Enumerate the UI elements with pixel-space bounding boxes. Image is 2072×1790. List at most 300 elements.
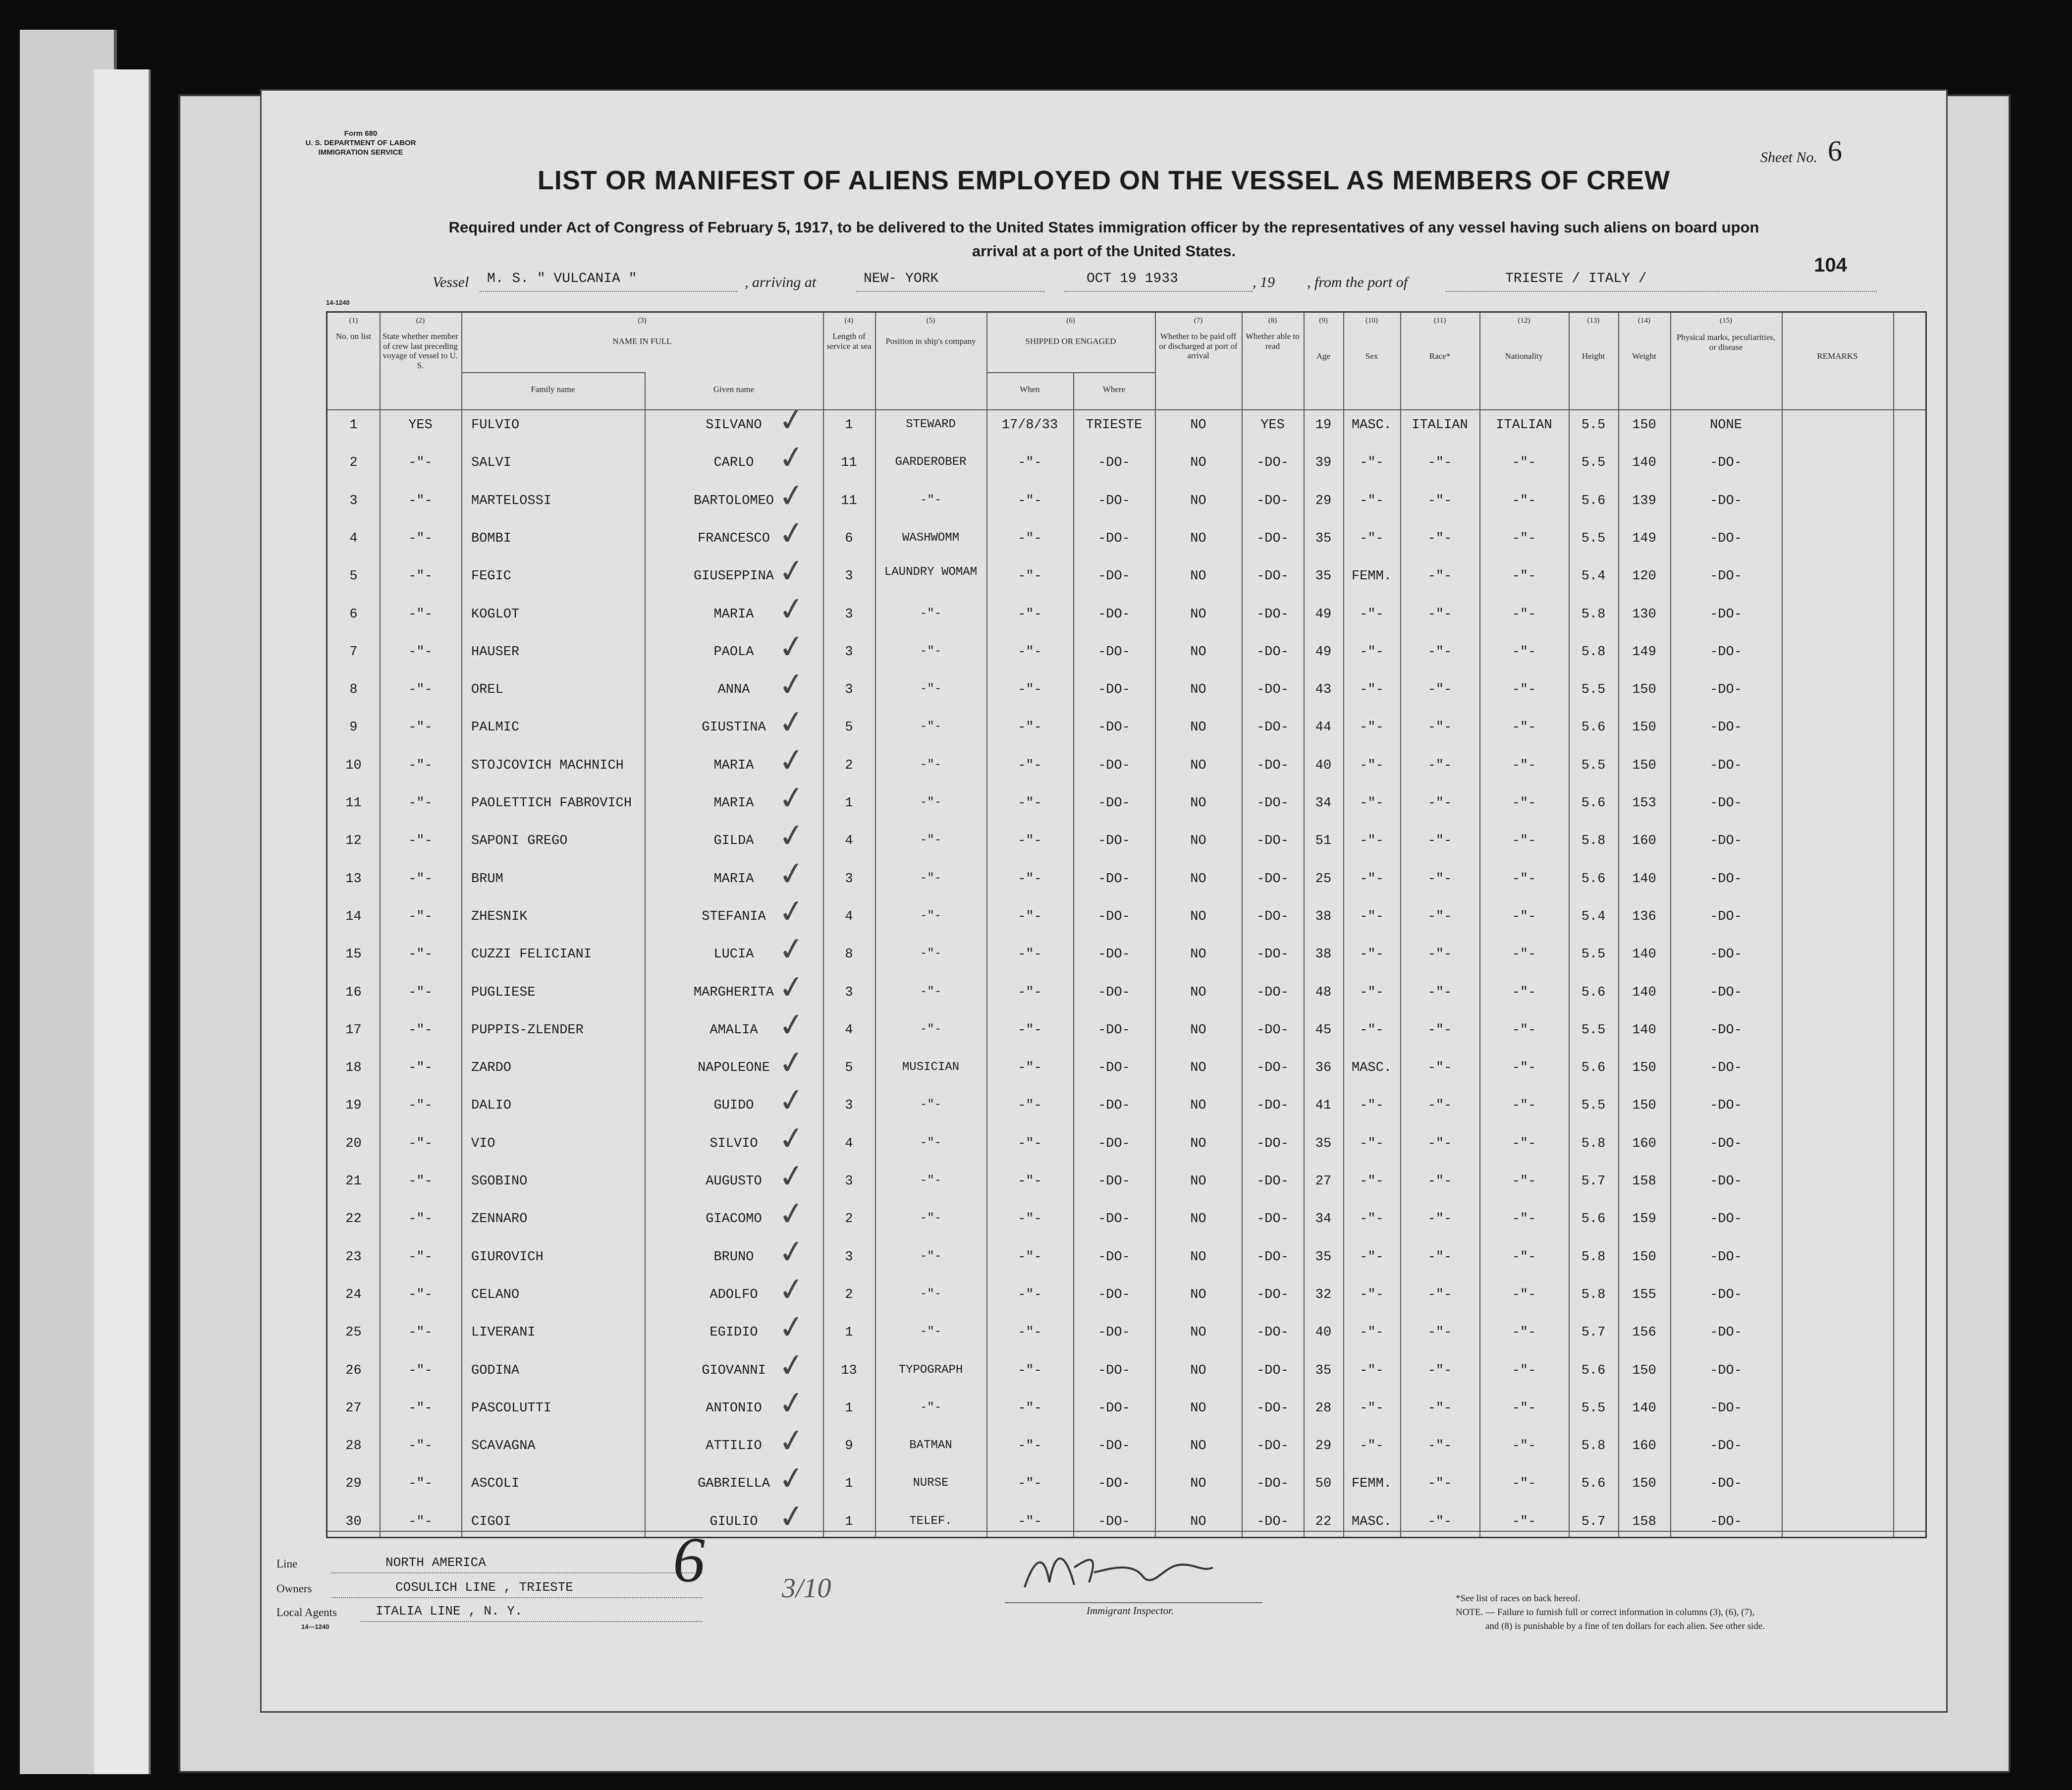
cell-race: -"- [1427, 569, 1452, 584]
cell-age: 38 [1315, 909, 1332, 924]
form-code-bottom: 14—1240 [301, 1623, 329, 1630]
cell-race: -"- [1427, 834, 1452, 849]
cell-paid: NO [1190, 985, 1206, 1000]
header-height: Height [1581, 351, 1605, 361]
cell-nat: -"- [1512, 1476, 1536, 1492]
cell-position: BATMAN [909, 1439, 952, 1453]
cell-marks: -DO- [1710, 1174, 1742, 1189]
cell-where: -DO- [1098, 1325, 1130, 1341]
owners-value: COSULICH LINE , TRIESTE [395, 1580, 573, 1595]
cell-given: MARIA [713, 796, 754, 811]
local-agents-label: Local Agents [276, 1606, 337, 1619]
cell-position: -"- [920, 644, 942, 658]
cell-sex: -"- [1360, 1400, 1384, 1416]
cell-given: FRANCESCO [698, 531, 770, 546]
cell-given: PAOLA [713, 644, 754, 660]
cell-when: -"- [1018, 1249, 1042, 1265]
cell-nat: -"- [1512, 1325, 1536, 1341]
cell-prev: -"- [408, 493, 433, 508]
vessel-name: M. S. " VULCANIA " [487, 271, 637, 286]
dotted-rule [856, 291, 1044, 292]
cell-sex: -"- [1360, 1136, 1384, 1151]
cell-family: GIUROVICH [471, 1249, 544, 1265]
col-num: (10) [1365, 317, 1378, 325]
cell-nat: -"- [1512, 455, 1536, 471]
cell-read: -DO- [1256, 1212, 1289, 1227]
cell-age: 27 [1315, 1174, 1332, 1189]
cell-family: ZENNARO [471, 1212, 528, 1227]
cell-age: 25 [1315, 871, 1332, 887]
cell-no: 3 [349, 493, 358, 508]
cell-where: -DO- [1098, 1439, 1130, 1454]
cell-given: LUCIA [713, 947, 754, 962]
handwritten-total: 3/10 [782, 1573, 831, 1604]
owners-label: Owners [276, 1582, 312, 1595]
cell-paid: NO [1190, 796, 1206, 811]
cell-no: 4 [349, 531, 358, 546]
cell-where: -DO- [1098, 985, 1130, 1000]
cell-given: BRUNO [713, 1249, 754, 1265]
cell-race: -"- [1427, 1439, 1452, 1454]
cell-marks: -DO- [1710, 644, 1742, 660]
cell-when: -"- [1018, 1287, 1042, 1302]
cell-sex: -"- [1360, 947, 1384, 962]
cell-paid: NO [1190, 1174, 1206, 1189]
cell-sex: -"- [1360, 1212, 1384, 1227]
cell-sex: -"- [1360, 834, 1384, 849]
cell-sex: -"- [1360, 796, 1384, 811]
cell-when: -"- [1018, 682, 1042, 698]
cell-when: 17/8/33 [1001, 418, 1058, 433]
cell-race: -"- [1427, 1022, 1452, 1038]
cell-race: -"- [1427, 871, 1452, 887]
cell-age: 34 [1315, 796, 1332, 811]
cell-age: 45 [1315, 1022, 1332, 1038]
cell-read: -DO- [1256, 1061, 1289, 1076]
cell-family: LIVERANI [471, 1325, 536, 1341]
cell-read: -DO- [1256, 607, 1289, 622]
cell-prev: -"- [408, 1174, 433, 1189]
cell-nat: -"- [1512, 644, 1536, 660]
cell-height: 5.6 [1581, 1061, 1606, 1076]
cell-height: 5.8 [1581, 1136, 1606, 1151]
cell-when: -"- [1018, 1363, 1042, 1378]
cell-where: -DO- [1098, 531, 1130, 546]
check-mark-icon: ✓ [776, 1383, 808, 1424]
cell-no: 11 [345, 796, 362, 811]
cell-nat: -"- [1512, 1061, 1536, 1076]
check-mark-icon: ✓ [776, 703, 808, 743]
check-mark-icon: ✓ [776, 892, 808, 932]
cell-paid: NO [1190, 720, 1206, 735]
cell-sex: -"- [1360, 1439, 1384, 1454]
cell-service: 2 [845, 758, 853, 773]
cell-where: -DO- [1098, 947, 1130, 962]
cell-where: -DO- [1098, 607, 1130, 622]
cell-when: -"- [1018, 1061, 1042, 1076]
cell-age: 29 [1315, 493, 1332, 508]
cell-prev: -"- [408, 644, 433, 660]
vessel-label: Vessel [433, 274, 469, 290]
cell-height: 5.6 [1581, 796, 1606, 811]
cell-family: CELANO [471, 1287, 520, 1302]
cell-paid: NO [1190, 1439, 1206, 1454]
cell-given: GUIDO [713, 1098, 754, 1114]
cell-read: -DO- [1256, 644, 1289, 660]
year-label: , 19 [1253, 274, 1275, 290]
cell-family: ZHESNIK [471, 909, 528, 924]
cell-race: -"- [1427, 1325, 1452, 1341]
cell-marks: -DO- [1710, 493, 1742, 508]
cell-no: 13 [345, 871, 362, 887]
cell-age: 50 [1315, 1476, 1332, 1492]
cell-race: -"- [1427, 682, 1452, 698]
cell-no: 20 [345, 1136, 362, 1151]
cell-paid: NO [1190, 607, 1206, 622]
header-given-name: Given name [713, 385, 755, 394]
cell-nat: -"- [1512, 1174, 1536, 1189]
cell-where: -DO- [1098, 1249, 1130, 1265]
cell-no: 14 [345, 909, 362, 924]
cell-height: 5.5 [1581, 1022, 1606, 1038]
cell-service: 2 [845, 1212, 853, 1227]
cell-paid: NO [1190, 834, 1206, 849]
cell-weight: 130 [1632, 607, 1656, 622]
cell-given: AMALIA [709, 1022, 758, 1038]
cell-service: 3 [845, 682, 853, 698]
cell-marks: -DO- [1710, 569, 1742, 584]
cell-height: 5.5 [1581, 758, 1606, 773]
cell-paid: NO [1190, 1476, 1206, 1492]
cell-where: -DO- [1098, 834, 1130, 849]
cell-family: OREL [471, 682, 503, 698]
cell-prev: -"- [408, 1287, 433, 1302]
cell-weight: 120 [1632, 569, 1656, 584]
manifest-sheet [260, 89, 1948, 1713]
cell-when: -"- [1018, 871, 1042, 887]
cell-paid: NO [1190, 1325, 1206, 1341]
cell-nat: -"- [1512, 720, 1536, 735]
cell-given: AUGUSTO [706, 1174, 762, 1189]
cell-no: 5 [349, 569, 358, 584]
cell-family: VIO [471, 1136, 495, 1151]
cell-prev: -"- [408, 569, 433, 584]
cell-given: CARLO [713, 455, 754, 471]
cell-position: -"- [920, 1174, 942, 1187]
cell-marks: -DO- [1710, 909, 1742, 924]
cell-paid: NO [1190, 682, 1206, 698]
cell-nat: -"- [1512, 607, 1536, 622]
cell-given: GIULIO [709, 1514, 758, 1529]
cell-nat: -"- [1512, 1439, 1536, 1454]
header-age: Age [1316, 351, 1331, 361]
cell-weight: 140 [1632, 985, 1656, 1000]
cell-family: SCAVAGNA [471, 1439, 536, 1454]
cell-sex: -"- [1360, 1022, 1384, 1038]
cell-age: 39 [1315, 455, 1332, 471]
col-num: (14) [1638, 317, 1650, 325]
cell-family: FULVIO [471, 418, 520, 433]
cell-nat: -"- [1512, 834, 1536, 849]
cell-where: -DO- [1098, 758, 1130, 773]
cell-position: GARDEROBER [895, 455, 967, 469]
cell-given: ADOLFO [709, 1287, 758, 1302]
cell-paid: NO [1190, 644, 1206, 660]
cell-weight: 140 [1632, 947, 1656, 962]
cell-race: -"- [1427, 947, 1452, 962]
cell-when: -"- [1018, 455, 1042, 471]
check-mark-icon: ✓ [776, 476, 808, 516]
document-subtitle [321, 216, 1887, 263]
col-num: (9) [1319, 317, 1328, 325]
cell-age: 19 [1315, 418, 1332, 433]
sheet-number-value: 6 [1828, 135, 1842, 167]
col-num: (7) [1194, 317, 1203, 325]
cell-prev: -"- [408, 455, 433, 471]
check-mark-icon: ✓ [776, 1270, 808, 1310]
fine-note-line-1: NOTE. — Failure to furnish full or correct information in columns (3), (6), (7), [1456, 1607, 1755, 1618]
cell-prev: -"- [408, 1212, 433, 1227]
cell-nat: -"- [1512, 1212, 1536, 1227]
cell-read: -DO- [1256, 947, 1289, 962]
cell-prev: -"- [408, 607, 433, 622]
cell-service: 3 [845, 569, 853, 584]
cell-position: -"- [920, 607, 942, 620]
cell-race: -"- [1427, 909, 1452, 924]
header-length-of-service: Length of service at sea [826, 332, 872, 351]
cell-age: 44 [1315, 720, 1332, 735]
cell-family: HAUSER [471, 644, 520, 660]
cell-given: MARIA [713, 758, 754, 773]
cell-service: 11 [841, 493, 857, 508]
cell-height: 5.7 [1581, 1174, 1606, 1189]
cell-marks: -DO- [1710, 947, 1742, 962]
header-paid-off: Whether to be paid off or discharged at port of arrival [1159, 332, 1238, 361]
cell-sex: -"- [1360, 1363, 1384, 1378]
cell-age: 43 [1315, 682, 1332, 698]
cell-service: 1 [845, 1476, 853, 1492]
cell-sex: MASC. [1351, 1061, 1392, 1076]
cell-age: 28 [1315, 1400, 1332, 1416]
cell-read: -DO- [1256, 1174, 1289, 1189]
dotted-rule [1446, 291, 1877, 292]
header-able-to-read: Whether able to read [1246, 332, 1300, 351]
cell-read: -DO- [1256, 1136, 1289, 1151]
cell-height: 5.6 [1581, 1476, 1606, 1492]
cell-race: -"- [1427, 607, 1452, 622]
cell-weight: 150 [1632, 1098, 1656, 1114]
cell-age: 35 [1315, 1249, 1332, 1265]
cell-weight: 150 [1632, 1249, 1656, 1265]
cell-age: 48 [1315, 985, 1332, 1000]
cell-nat: -"- [1512, 758, 1536, 773]
cell-where: -DO- [1098, 720, 1130, 735]
cell-paid: NO [1190, 1136, 1206, 1151]
cell-no: 9 [349, 720, 358, 735]
check-mark-icon: ✓ [776, 513, 808, 554]
cell-no: 24 [345, 1287, 362, 1302]
cell-service: 13 [841, 1363, 857, 1378]
cell-given: GIUSEPPINA [693, 569, 774, 584]
cell-nat: -"- [1512, 985, 1536, 1000]
cell-weight: 149 [1632, 644, 1656, 660]
cell-where: -DO- [1098, 1363, 1130, 1378]
cell-weight: 140 [1632, 1400, 1656, 1416]
cell-paid: NO [1190, 1061, 1206, 1076]
cell-paid: NO [1190, 455, 1206, 471]
cell-height: 5.7 [1581, 1514, 1606, 1529]
header-physical-marks: Physical marks, peculiarities, or disease [1676, 333, 1776, 352]
cell-height: 5.5 [1581, 682, 1606, 698]
cell-read: -DO- [1256, 834, 1289, 849]
cell-height: 5.5 [1581, 455, 1606, 471]
cell-read: -DO- [1256, 1439, 1289, 1454]
cell-sex: -"- [1360, 1287, 1384, 1302]
cell-given: SILVANO [706, 418, 762, 433]
cell-when: -"- [1018, 1325, 1042, 1341]
check-mark-icon: ✓ [776, 589, 808, 629]
cell-prev: -"- [408, 947, 433, 962]
cell-marks: -DO- [1710, 607, 1742, 622]
cell-paid: NO [1190, 569, 1206, 584]
cell-position: -"- [920, 1022, 942, 1036]
cell-paid: NO [1190, 1249, 1206, 1265]
cell-weight: 160 [1632, 1439, 1656, 1454]
cell-when: -"- [1018, 796, 1042, 811]
cell-sex: -"- [1360, 493, 1384, 508]
cell-weight: 153 [1632, 796, 1656, 811]
cell-family: SGOBINO [471, 1174, 528, 1189]
cell-sex: -"- [1360, 607, 1384, 622]
check-mark-icon: ✓ [776, 778, 808, 819]
cell-read: -DO- [1256, 1022, 1289, 1038]
cell-no: 16 [345, 985, 362, 1000]
cell-sex: -"- [1360, 985, 1384, 1000]
col-num: (11) [1433, 317, 1446, 325]
cell-sex: -"- [1360, 909, 1384, 924]
header-shipped-or-engaged: SHIPPED OR ENGAGED [1025, 336, 1116, 346]
cell-given: GIACOMO [706, 1212, 762, 1227]
col-num: (6) [1066, 317, 1075, 325]
header-where: Where [1102, 385, 1126, 394]
cell-service: 2 [845, 1287, 853, 1302]
cell-family: PUGLIESE [471, 985, 536, 1000]
col-num: (13) [1587, 317, 1600, 325]
cell-weight: 150 [1632, 418, 1656, 433]
cell-read: -DO- [1256, 1098, 1289, 1114]
cell-weight: 160 [1632, 834, 1656, 849]
cell-no: 6 [349, 607, 358, 622]
cell-no: 2 [349, 455, 358, 471]
check-mark-icon: ✓ [776, 1459, 808, 1499]
col-num: (12) [1518, 317, 1530, 325]
cell-read: -DO- [1256, 682, 1289, 698]
cell-paid: NO [1190, 531, 1206, 546]
cell-given: STEFANIA [702, 909, 766, 924]
inspector-label: Immigrant Inspector. [1087, 1605, 1174, 1617]
cell-height: 5.6 [1581, 871, 1606, 887]
dotted-rule [331, 1572, 703, 1573]
cell-position: STEWARD [906, 418, 956, 431]
cell-no: 25 [345, 1325, 362, 1341]
cell-height: 5.6 [1581, 1212, 1606, 1227]
cell-service: 4 [845, 1022, 853, 1038]
cell-service: 1 [845, 1325, 853, 1341]
check-mark-icon: ✓ [776, 627, 808, 668]
cell-sex: -"- [1360, 871, 1384, 887]
cell-read: -DO- [1256, 493, 1289, 508]
cell-nat: -"- [1512, 796, 1536, 811]
cell-position: -"- [920, 1400, 942, 1414]
inspector-signature [1015, 1538, 1223, 1602]
cell-race: -"- [1427, 531, 1452, 546]
cell-age: 40 [1315, 758, 1332, 773]
cell-no: 18 [345, 1061, 362, 1076]
cell-prev: -"- [408, 531, 433, 546]
cell-no: 22 [345, 1212, 362, 1227]
cell-position: TYPOGRAPH [898, 1363, 963, 1377]
header-when: When [1020, 385, 1040, 394]
races-note: *See list of races on back hereof. [1456, 1593, 1581, 1604]
cell-family: ZARDO [471, 1061, 512, 1076]
check-mark-icon: ✓ [776, 400, 808, 441]
check-mark-icon: ✓ [776, 1232, 808, 1272]
cell-height: 5.5 [1581, 1098, 1606, 1114]
cell-weight: 158 [1632, 1514, 1656, 1529]
cell-service: 1 [845, 1514, 853, 1529]
col-num: (5) [926, 317, 935, 325]
cell-weight: 136 [1632, 909, 1656, 924]
cell-position: -"- [920, 834, 942, 847]
check-mark-icon: ✓ [776, 929, 808, 970]
cell-age: 36 [1315, 1061, 1332, 1076]
cell-where: -DO- [1098, 1400, 1130, 1416]
dotted-rule [480, 291, 737, 292]
header-prev-voyage: State whether member of crew last preceding voyage of vessel to U. S. [382, 332, 458, 370]
cell-marks: -DO- [1710, 1287, 1742, 1302]
cell-family: FEGIC [471, 569, 512, 584]
cell-sex: MASC. [1351, 418, 1392, 433]
cell-no: 19 [345, 1098, 362, 1114]
cell-position: -"- [920, 758, 942, 772]
cell-family: PUPPIS-ZLENDER [471, 1022, 584, 1038]
form-code: 14-1240 [326, 299, 350, 306]
cell-read: -DO- [1256, 758, 1289, 773]
col-num: (4) [844, 317, 854, 325]
cell-marks: -DO- [1710, 455, 1742, 471]
cell-position: -"- [920, 871, 942, 885]
cell-paid: NO [1190, 1022, 1206, 1038]
check-mark-icon: ✓ [776, 1005, 808, 1046]
cell-read: -DO- [1256, 1400, 1289, 1416]
cell-prev: -"- [408, 834, 433, 849]
cell-height: 5.4 [1581, 569, 1606, 584]
cell-no: 15 [345, 947, 362, 962]
cell-marks: NONE [1710, 418, 1742, 433]
cell-paid: NO [1190, 418, 1206, 433]
col-num: (8) [1268, 317, 1277, 325]
cell-race: ITALIAN [1412, 418, 1468, 433]
cell-race: -"- [1427, 1400, 1452, 1416]
from-port-label: , from the port of [1307, 274, 1408, 290]
cell-when: -"- [1018, 531, 1042, 546]
cell-marks: -DO- [1710, 1439, 1742, 1454]
service-name: IMMIGRATION SERVICE [318, 148, 403, 157]
cell-prev: -"- [408, 1400, 433, 1416]
cell-nat: -"- [1512, 682, 1536, 698]
cell-prev: -"- [408, 1022, 433, 1038]
cell-paid: NO [1190, 1098, 1206, 1114]
